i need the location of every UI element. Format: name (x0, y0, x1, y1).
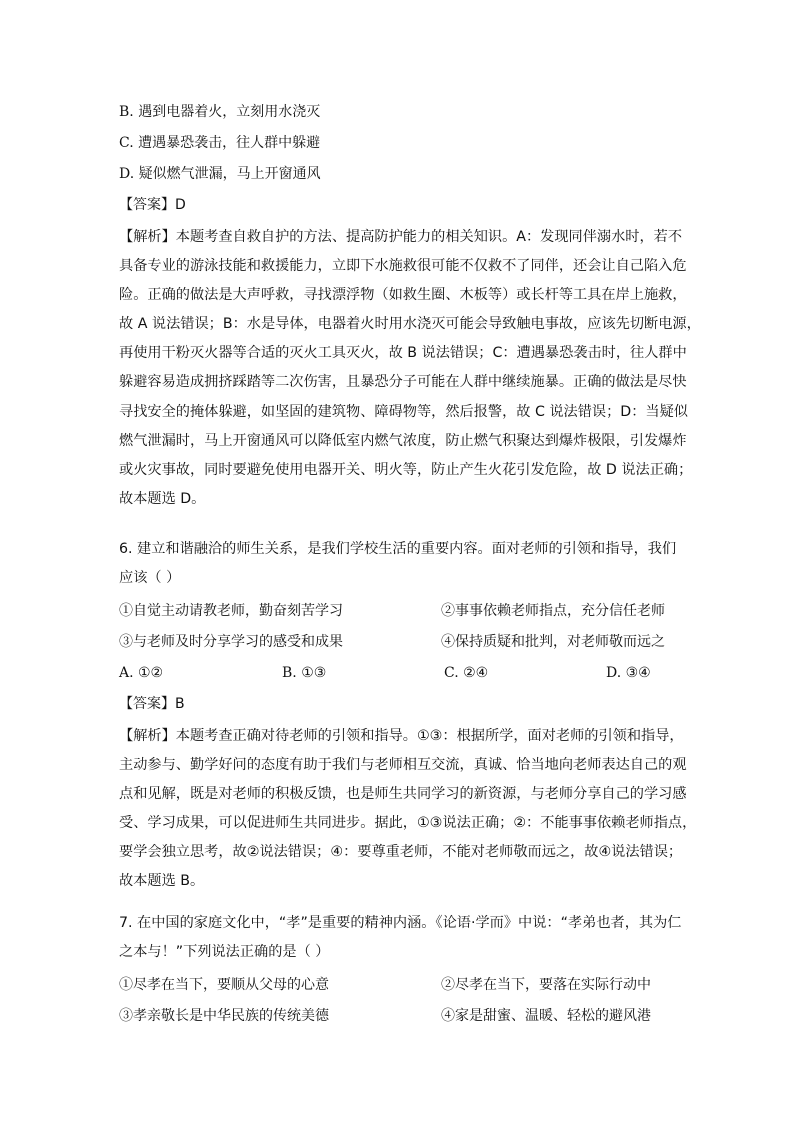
q6-analysis (119, 722, 697, 897)
q6-analysis-line: 故本题选 B。 (119, 873, 205, 890)
q7-stem (119, 909, 681, 967)
q5-answer: 【答案】D (119, 197, 186, 213)
q6-choice-d: D. ③④ (606, 665, 651, 681)
q5-analysis-line: 险。正确的做法是大声呼救，寻找漂浮物（如救生圈、木板等）或长杆等工具在岸上施救， (119, 287, 687, 304)
q5-analysis-line: 故本题选 D。 (119, 490, 206, 507)
q6-analysis-line: 要学会独立思考，故②说法错误；④：要尊重老师，不能对老师敬而远之，故④说法错误； (119, 844, 683, 861)
q6-stem-line: 应该（ ） (119, 570, 181, 587)
q6-analysis-line: 受、学习成果，可以促进师生共同进步。据此，①③说法正确；②：不能事事依赖老师指点， (119, 815, 697, 832)
q6-item-4: ④保持质疑和批判，对老师敬而远之 (441, 634, 665, 650)
q7-item-3: ③孝亲敬长是中华民族的传统美德 (119, 1008, 329, 1024)
q5-option-b: B. 遇到电器着火，立刻用水浇灭 (119, 104, 321, 120)
q6-stem (119, 535, 681, 593)
q5-analysis (119, 223, 701, 514)
q7-stem-line: 7. 在中国的家庭文化中，“孝”是重要的精神内涵。《论语·学而》中说：“孝弟也者，其为仁 (119, 915, 682, 931)
q5-analysis-line: 或火灾事故，同时要避免使用电器开关、明火等，防止产生火花引发危险，故 D 说法正确； (119, 461, 693, 478)
q6-analysis-line: 主动参与、勤学好问的态度有助于我们与老师相互交流，真诚、恰当地向老师表达自己的观 (119, 757, 687, 774)
q6-stem-line: 6. 建立和谐融洽的师生关系，是我们学校生活的重要内容。面对老师的引领和指导，我们 (119, 541, 677, 557)
q6-choice-a: A. ①② (119, 665, 164, 681)
q5-analysis-line: 寻找安全的掩体躲避，如坚固的建筑物、障碍物等，然后报警，故 C 说法错误；D：当疑似 (119, 403, 688, 420)
q6-choice-c: C. ②④ (444, 665, 489, 681)
q7-item-1: ①尽孝在当下，要顺从父母的心意 (119, 977, 329, 993)
q5-analysis-line: 再使用干粉灭火器等合适的灭火工具灭火，故 B 说法错误；C：遭遇暴恐袭击时，往人群中 (119, 345, 687, 362)
q5-analysis-line: 燃气泄漏时，马上开窗通风可以降低室内燃气浓度，防止燃气积聚达到爆炸极限，引发爆炸 (119, 432, 687, 449)
q6-choice-b: B. ①③ (282, 665, 327, 681)
q6-item-1: ①自觉主动请教老师，勤奋刻苦学习 (119, 603, 343, 619)
q5-analysis-line: 【解析】本题考查自救自护的方法、提高防护能力的相关知识。A：发现同伴溺水时，若不 (119, 229, 683, 245)
q7-item-2: ②尽孝在当下，要落在实际行动中 (441, 977, 651, 993)
q5-option-c: C. 遭遇暴恐袭击，往人群中躲避 (119, 135, 321, 151)
q6-analysis-line: 【解析】本题考查正确对待老师的引领和指导。①③：根据所学，面对老师的引领和指导， (119, 728, 684, 744)
q7-stem-line: 之本与！”下列说法正确的是（ ） (119, 944, 330, 961)
q5-option-d: D. 疑似燃气泄漏，马上开窗通风 (119, 166, 321, 182)
q6-analysis-line: 点和见解，既是对老师的积极反馈，也是师生共同学习的新资源，与老师分享自己的学习感 (119, 786, 687, 803)
q6-item-3: ③与老师及时分享学习的感受和成果 (119, 634, 343, 650)
q5-analysis-line: 躲避容易造成拥挤踩踏等二次伤害，且暴恐分子可能在人群中继续施暴。正确的做法是尽快 (119, 374, 687, 391)
q7-item-4: ④家是甜蜜、温暖、轻松的避风港 (441, 1008, 651, 1024)
q5-analysis-line: 故 A 说法错误；B：水是导体，电器着火时用水浇灭可能会导致触电事故，应该先切断电源， (119, 316, 701, 333)
q6-answer: 【答案】B (119, 696, 185, 712)
q6-item-2: ②事事依赖老师指点，充分信任老师 (441, 603, 665, 619)
q5-analysis-line: 具备专业的游泳技能和救援能力，立即下水施救很可能不仅救不了同伴，还会让自己陷入危 (119, 258, 687, 275)
